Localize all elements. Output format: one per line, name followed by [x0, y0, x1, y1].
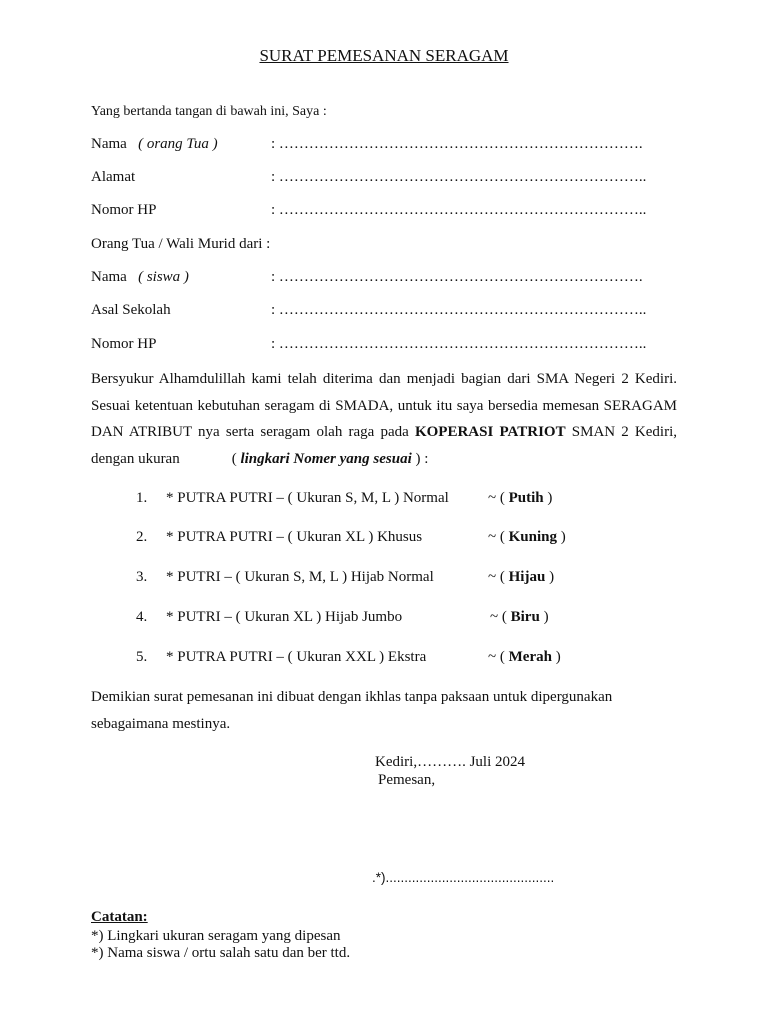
student-phone-field[interactable]: : ……………………………………………………………….. [271, 336, 647, 352]
option-3-number[interactable]: 3. [136, 569, 148, 585]
option-1-text: * PUTRA PUTRI – ( Ukuran S, M, L ) Normal [166, 490, 449, 506]
option-5-text: * PUTRA PUTRI – ( Ukuran XXL ) Ekstra [166, 649, 427, 665]
parent-address-label: Alamat [91, 169, 136, 185]
parent-name-field[interactable]: : ………………………………………………………………. [271, 136, 643, 152]
option-2-number[interactable]: 2. [136, 529, 148, 545]
document-title: SURAT PEMESANAN SERAGAM [259, 46, 509, 65]
note-item: *) Nama siswa / ortu salah satu dan ber ttd. [91, 945, 351, 961]
instruction-text: lingkari Nomer yang sesuai [240, 451, 412, 468]
parent-phone-label: Nomor HP [91, 202, 157, 218]
parent-phone-field[interactable]: : ……………………………………………………………….. [271, 202, 647, 218]
school-origin-label: Asal Sekolah [91, 302, 171, 318]
school-origin-field[interactable]: : ……………………………………………………………….. [271, 302, 647, 318]
option-3-text: * PUTRI – ( Ukuran S, M, L ) Hijab Normal [166, 569, 434, 585]
option-4-number[interactable]: 4. [136, 609, 148, 625]
student-name-field[interactable]: : ………………………………………………………………. [271, 269, 643, 285]
parent-name-label: Nama ( orang Tua ) [91, 136, 218, 152]
option-1-color: ~ ( Putih ) [488, 490, 553, 506]
closing-paragraph: Demikian surat pemesanan ini dibuat dengan ikhlas tanpa paksaan untuk dipergunakan sebagaimana mestinya. [91, 689, 613, 732]
notes-title: Catatan: [91, 909, 148, 925]
option-4-text: * PUTRI – ( Ukuran XL ) Hijab Jumbo [166, 609, 403, 625]
option-2-text: * PUTRA PUTRI – ( Ukuran XL ) Khusus [166, 529, 423, 545]
option-5-color: ~ ( Merah ) [488, 649, 561, 665]
option-4-color: ~ ( Biru ) [490, 609, 549, 625]
student-phone-label: Nomor HP [91, 336, 157, 352]
guardian-heading: Orang Tua / Wali Murid dari : [91, 236, 271, 252]
body-paragraph: Bersyukur Alhamdulillah kami telah diterima dan menjadi bagian dari SMA Negeri 2 Kediri. Sesuai ketentuan kebutuhan seragam di SMADA, untuk itu saya bersedia memesan SERAGAM DAN ATRIBUT nya serta seragam olah raga pada KOPERASI PATRIOT SMAN 2 Kediri, dengan ukuran ( lingkari Nomer yang sesuai ) : [91, 371, 678, 468]
place-date: Kediri,………. Juli 2024 [375, 754, 525, 770]
student-name-label: Nama ( siswa ) [91, 269, 189, 285]
signature-line[interactable]: .*)............................................. [372, 870, 555, 885]
option-3-color: ~ ( Hijau ) [488, 569, 555, 585]
note-item: *) Lingkari ukuran seragam yang dipesan [91, 928, 341, 944]
option-5-number[interactable]: 5. [136, 649, 148, 665]
parent-address-field[interactable]: : ……………………………………………………………….. [271, 169, 647, 185]
intro-text: Yang bertanda tangan di bawah ini, Saya : [91, 104, 327, 119]
option-1-number[interactable]: 1. [136, 490, 148, 506]
option-2-color: ~ ( Kuning ) [488, 529, 566, 545]
signer-label: Pemesan, [378, 772, 436, 788]
cooperative-name: KOPERASI PATRIOT [414, 424, 566, 441]
